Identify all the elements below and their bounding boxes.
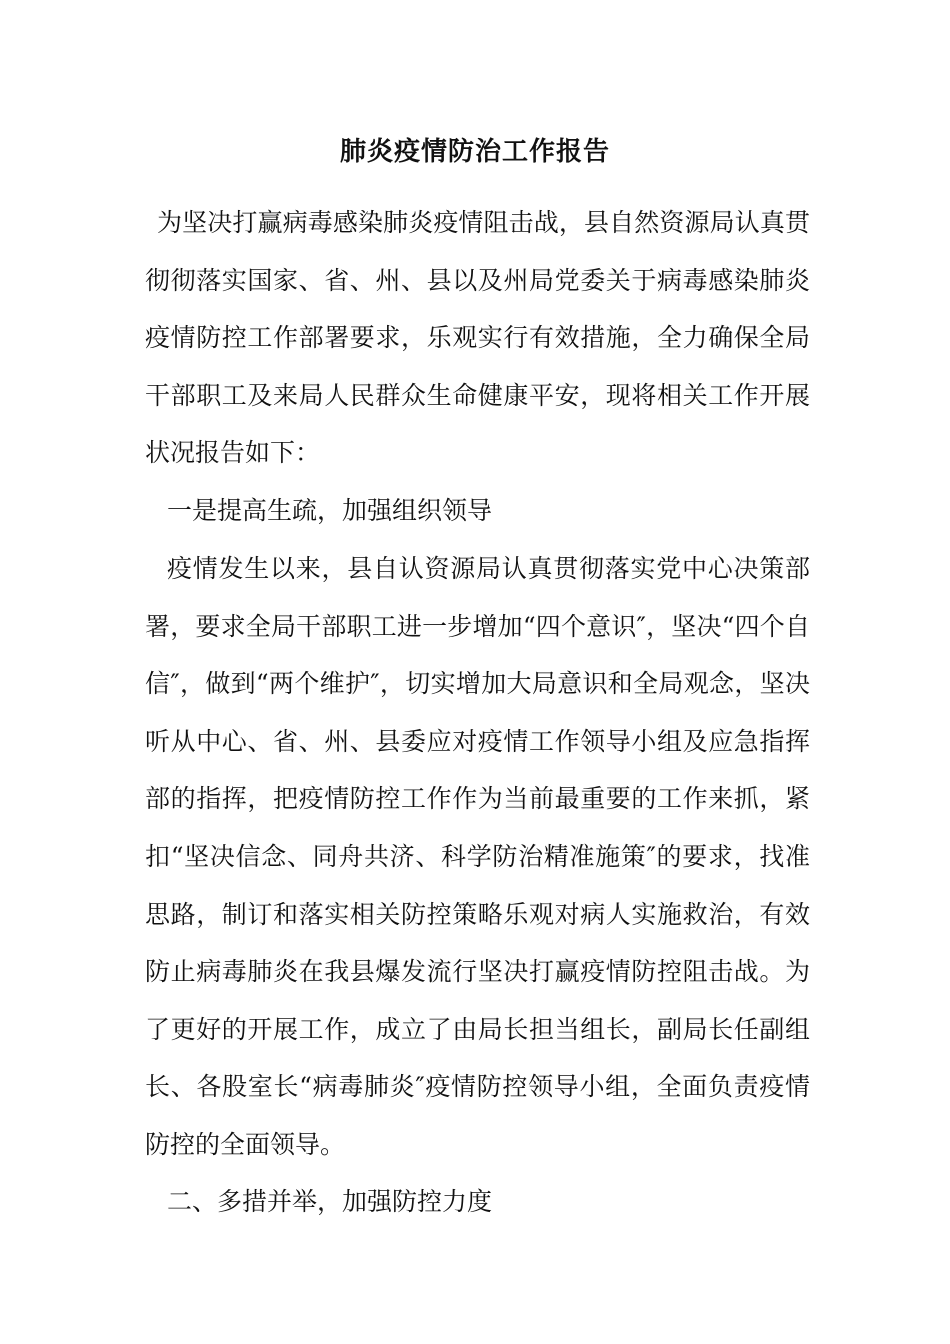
intro-paragraph: 为坚决打赢病毒感染肺炎疫情阻击战，县自然资源局认真贯彻彻落实国家、省、州、县以及州局党委关于病毒感染肺炎疫情防控工作部署要求，乐观实行有效措施，全力确保全局干部职工及来局人民群众生命健康平安，现将相关工作开展状况报告如下： bbox=[145, 208, 810, 468]
section-heading-2: 二、多措并举，加强防控力度 bbox=[167, 1187, 493, 1216]
section-heading-1: 一是提高生疏，加强组织领导 bbox=[167, 496, 493, 525]
document-title: 肺炎疫情防治工作报告 bbox=[339, 137, 610, 167]
section-1-paragraph: 疫情发生以来，县自认资源局认真贯彻落实党中心决策部署，要求全局干部职工进一步增加“四个意识″，坚决“四个自信″，做到“两个维护″，切实增加大局意识和全局观念，坚决听从中心、省、州、县委应对疫情工作领导小组及应急指挥部的指挥，把疫情防控工作作为当前最重要的工作来抓，紧扣“坚决信念、同舟共济、科学防治精准施策″的要求，找准思路，制订和落实相关防控策略乐观对病人实施救治，有效防止病毒肺炎在我县爆发流行坚决打赢疫情防控阻击战。为了更好的开展工作，成立了由局长担当组长，副局长任副组长、各股室长“病毒肺炎″疫情防控领导小组，全面负责疫情防控的全面领导。 bbox=[145, 554, 810, 1159]
